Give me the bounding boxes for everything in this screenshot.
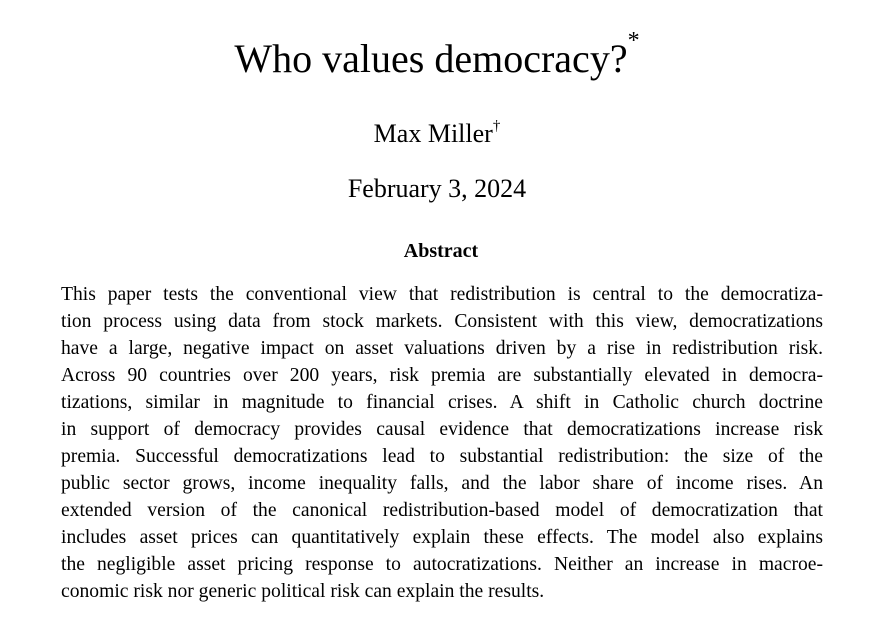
abstract-line: public sector grows, income inequality falls, and the labor share of income rises. An — [61, 473, 823, 494]
abstract-line: conomic risk nor generic political risk can explain the results. — [61, 581, 545, 602]
author-name-text: Max Miller — [373, 119, 493, 148]
abstract-line: have a large, negative impact on asset valuations driven by a rise in redistribution risk. — [61, 338, 823, 359]
publication-date: February 3, 2024 — [347, 174, 527, 203]
author-footnote-marker[interactable]: † — [492, 118, 501, 134]
author-name — [0, 117, 874, 151]
abstract-line: in support of democracy provides causal evidence that democratizations increase risk — [61, 419, 823, 440]
abstract-line: the negligible asset pricing response to autocratizations. Neither an increase in macroe- — [61, 554, 823, 575]
abstract-line: tizations, similar in magnitude to financial crises. A shift in Catholic church doctrine — [61, 392, 823, 413]
abstract-line: includes asset prices can quantitatively explain these effects. The model also explains — [61, 527, 823, 548]
abstract-heading: Abstract — [403, 240, 479, 262]
abstract-line: Across 90 countries over 200 years, risk premia are substantially elevated in democra- — [61, 365, 823, 386]
abstract-line: This paper tests the conventional view that redistribution is central to the democratiza- — [61, 284, 823, 305]
abstract-line: extended version of the canonical redistribution-based model of democratization that — [61, 500, 823, 521]
title-footnote-marker[interactable]: * — [627, 28, 640, 54]
abstract-body — [61, 281, 823, 605]
paper-title — [0, 28, 874, 85]
abstract-line: tion process using data from stock markets. Consistent with this view, democratizations — [61, 311, 823, 332]
paper-title-text: Who values democracy? — [234, 36, 628, 81]
abstract-line: premia. Successful democratizations lead to substantial redistribution: the size of the — [61, 446, 823, 467]
